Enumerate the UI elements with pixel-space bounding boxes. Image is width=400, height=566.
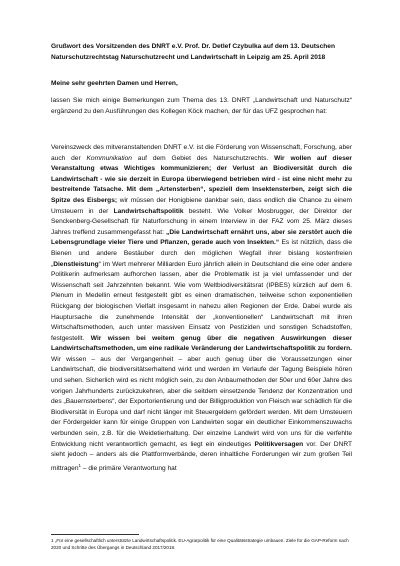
body-paragraph [51,143,352,475]
body-segment: Es ist nützlich, dass die Bienen und andere Bestäuber durch den möglichen Wegfall ihrer bislang kostenfreien „ [51,239,352,268]
body-italic-segment: Kommunikation [86,154,132,162]
footnote-divider [51,534,139,535]
title-normal-part-2: in Leipzig am 25. April 2018 [237,53,326,61]
body-segment: Vereinszweck des mitveranstaltenden DNRT e.V. ist die Förderung von Wissenschaft, Forschung, aber auch der [51,144,352,162]
footnote-reference[interactable]: 1 [78,462,82,468]
body-bold-segment: Politikversagen [254,440,304,448]
body-segment: besteht. Wie Volker Mosbrugger, der Direktor der Senckenberg-Gesellschaft für Naturforschung in einem Interview in der FAZ vom 25. März dieses Jahres treffend zusammengefasst hat: [51,207,352,236]
body-bold-segment: „Die Landwirtschaft ernährt uns, aber sie zerstört auch die Lebensgrundlage vieler Tiere und Pflanzen, gerade auch von Insekten.“ [51,228,352,247]
intro-paragraph: lassen Sie mich einige Bemerkungen zum Thema des 13. DNRT „Landwirtschaft und Naturschutz“ ergänzend zu den Ausführungen des Kollegen Köck machen, der für das UFZ gesprochen hat: [51,97,352,115]
body-bold-segment: Wir wollen auf dieser Veranstaltung etwas Wichtiges kommunizieren; der Verlust an Biodiversität durch die Landwirtschaft - wie sie derzeit in Europa überwiegend betrieben wird - ist eine nicht mehr zu bestreitende Tatsache. Mit dem „Artensterben“, speziell dem Insektensterben, zeigt sich die Spitze des Eisbergs; [51,154,352,204]
title-bold-part-1: Grußwort des Vorsitzenden des DNRT [51,43,170,50]
title-normal-part-1: e.V. Prof. Dr. Detlef Czybulka auf dem 13. Deutschen Naturschutzrechtstag [51,43,335,61]
body-bold-segment: Landwirtschaftspolitik [113,207,184,215]
salutation: Meine sehr geehrten Damen und Herren, [51,80,178,87]
body-segment: “ im Wert mehrerer Milliarden Euro jährlich allein in Deutschland die eine oder andere Politikerin aufmerksam aufhorchen lassen, aber die Problematik ist ja viel umfassender und der Wissenschaft seit Jahrzehnten bekannt. Wie vom Weltbiodiversitätsrat (IPBES) kürzlich auf dem 6. Plenum in Medellin erneut festgestellt gibt es einen dramatischen, teilweise schon exponentiellen Rückgang der biologischen Vielfalt insgesamt in nahezu allen Regionen der Erde. Dabei wurde als Hauptursache die zunehmende Intensität der „konventionellen“ Landwirtschaft mit ihren Wirtschaftsmethoden, auch unter massiven Einsatz von Pestiziden und sonstigen Schadstoffen, festgestellt. [51,260,352,342]
footnote-text: „Für eine gesellschaftlich unterstützte Landwirtschaftspolitik. EU-Agrarpolitik für eine Qualitätsstrategie umbauen. Ziele für die GAP-Reform nach 2020 und Schritte des Übergangs in Deutschland 2017/2018. [51,538,349,551]
body-bold-segment: Dienstleistung [53,260,99,268]
footnote [51,537,356,551]
body-segment: vor. Der DNRT sieht jedoch – anders als die Plattformverbände, deren inhaltliche Forderungen wir zum großen Teil mittragen [51,440,353,472]
title-bold-part-2: Naturschutzrecht und Landwirtschaft [120,53,238,61]
body-bold-segment: Wir wissen bei weitem genug über die negativen Auswirkungen dieser Landwirtschaftsmethoden, um eine radikale Veränderung der Landwirtschaftspolitik zu fordern. [51,334,353,353]
body-segment: auf dem Gebiet des Naturschutzrechts. [131,154,275,162]
footnote-marker: 1 [51,538,54,543]
body-segment: wir müssen der Honigbiene dankbar sein, dass endlich die Chance zu einem Umsteuern in der [51,196,352,215]
body-segment: Wir wissen – aus der Vergangenheit – aber auch genug über die Voraussetzungen einer Landwirtschaft, die biodiversitätserhaltend wirkt und werden im Verlaufe der Tagung Beispiele hören und sehen. Sicherlich wird es nicht möglich sein, zu den Anbaumethoden der 50er und 60er Jahre des vorigen Jahrhunderts zurückzukehren, aber die seitdem einsetzende Tendenz der Konzentration und des „Bauernsterbens“, der Exportorientierung und der Billigproduktion von Fleisch war schädlich für die Biodiversität in Europa und darf nicht länger mit Steuergeldern gefördert werden. Mit dem Umsteuern der Fördergelder kann für einige Gruppen von Landwirten sogar ein deutlicher Einkommenszuwachs verbunden sein, z.B. für die Weidetierhaltung. Der einzelne Landwirt wird von uns für die verfehlte Entwicklung nicht verantwortlich gemacht, es liegt ein eindeutiges [51,355,352,448]
body-segment: – die primäre Verantwortung hat [81,465,177,472]
document-title [51,42,361,63]
